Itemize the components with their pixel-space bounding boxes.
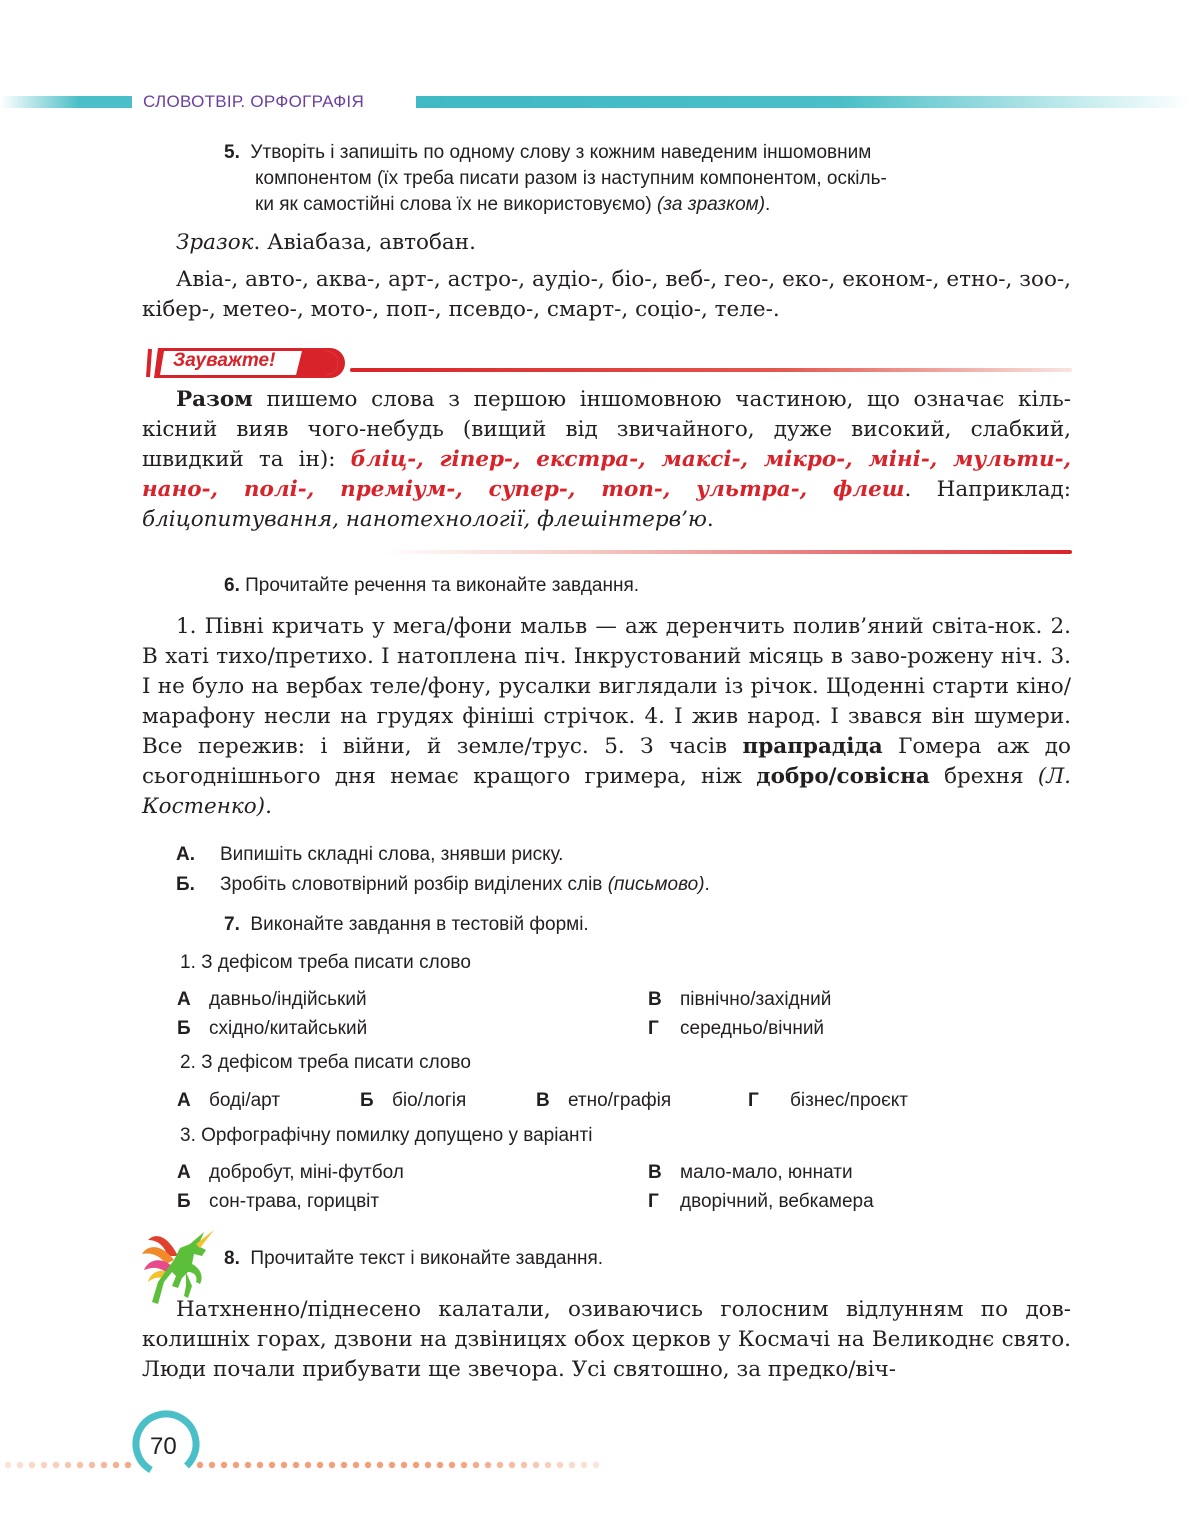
footer-dot [293, 1462, 299, 1468]
q3-option-h [648, 1190, 874, 1214]
note-end: . [706, 507, 714, 532]
option-letter: В [536, 1090, 550, 1111]
task5-number: 5. [224, 142, 240, 163]
option-text: боді/арт [209, 1090, 281, 1111]
q1-option-a [177, 988, 367, 1012]
q3-option-b [177, 1190, 379, 1214]
footer-dot [233, 1462, 239, 1468]
task7-number: 7. [224, 914, 240, 935]
footer-dot [425, 1462, 431, 1468]
q1-option-h [648, 1017, 824, 1041]
task8-text: Натхненно/піднесено калатали, озиваючись голосним відлунням по дов-колишніх горах, дзвони на дзвіницях обох церков у Космачі на Великоднє свято. Люди почали прибувати ще звечора. Усі святошно, за предко/віч- [142, 1297, 1071, 1382]
footer-dot [305, 1462, 311, 1468]
task6-text-a: 1. Півні кричать у мега/фони мальв — аж деренчить полив’яний світа-нок. 2. В хаті тихо/претихо. І натоплена піч. Інкрустований місяць в заво-рожену ніч. 3. І не було на вербах теле/фону, русалки виглядали із річок. Щоденні старти кіно/марафону несли на грудях фініші стрічок. 4. І жив народ. І звався він шумери. Все пережив: і війни, й земле/трус. 5. З часів [142, 614, 1071, 759]
footer-dot [449, 1462, 455, 1468]
task6-text [142, 612, 1071, 822]
footer-dot [437, 1462, 443, 1468]
footer-dot [545, 1462, 551, 1468]
footer-dot [5, 1462, 11, 1468]
task8-number: 8. [224, 1248, 240, 1269]
subtask-b-text: Зробіть словотвірний розбір виділених слів [220, 874, 603, 895]
task5-components: Авіа-, авто-, аква-, арт-, астро-, аудіо-, біо-, веб-, гео-, еко-, економ-, етно-, зоо-, кібер-, метео-, мото-, поп-, псевдо-, смарт-, соціо-, теле-. [142, 267, 1071, 322]
option-letter: Б [177, 1018, 191, 1039]
task6-bold-word1: прапрадіда [742, 734, 883, 759]
option-text: дворічний, вебкамера [680, 1191, 874, 1212]
footer-dot [29, 1462, 35, 1468]
task6-subtask-b [176, 870, 710, 900]
note-red-prefixes: бліц-, гіпер-, екстра-, максі-, мікро-, міні-, мульти-, нано-, полі-, преміум-, супер-, топ-, ультра-, флеш [142, 447, 1072, 502]
task5-sample [176, 228, 476, 258]
footer-dot [581, 1462, 587, 1468]
option-text: мало-мало, юннати [680, 1162, 853, 1183]
task6-bold-word2: добро/совісна [756, 764, 930, 789]
footer-dot [329, 1462, 335, 1468]
option-letter: А [177, 989, 191, 1010]
footer-dot [17, 1462, 23, 1468]
task5-hint-end: . [765, 194, 771, 215]
option-letter: А [177, 1162, 191, 1183]
option-text: біо/логія [392, 1090, 467, 1111]
q2-option-h [748, 1089, 908, 1113]
task5-hint: (за зразком) [656, 194, 766, 215]
note-bold-word: Разом [176, 387, 253, 412]
footer-dot [413, 1462, 419, 1468]
footer-dot [509, 1462, 515, 1468]
q1-option-b [177, 1017, 367, 1041]
note-examples: бліцопитування, нанотехнології, флешінтерв’ю [142, 507, 707, 532]
option-text: сон-трава, горицвіт [209, 1191, 380, 1212]
option-text: етно/графія [568, 1090, 672, 1111]
footer-dot [389, 1462, 395, 1468]
footer-dot [569, 1462, 575, 1468]
subtask-b-end: . [704, 874, 710, 895]
footer-dot [257, 1462, 263, 1468]
footer-dots [0, 1455, 600, 1479]
footer-dot [113, 1462, 119, 1468]
header-bar-left [0, 96, 132, 108]
task6-text-c: брехня [929, 764, 1038, 789]
subtask-b-letter: Б. [176, 874, 195, 895]
task6-heading [224, 573, 639, 599]
task6-subtask-a [176, 840, 710, 870]
footer-dot [209, 1462, 215, 1468]
note-top-line [350, 368, 1072, 372]
q1-option-v [648, 988, 831, 1012]
q2-option-v [536, 1089, 671, 1113]
subtask-b-hint: (письмово) [607, 874, 705, 895]
footer-dot [77, 1462, 83, 1468]
footer-dot [89, 1462, 95, 1468]
task7-heading [224, 912, 589, 938]
option-letter: В [648, 1162, 662, 1183]
note-text-part1: пишемо слова з першою іншомовною частиною, що означає кіль-кісний вияв чого-небудь (вищий від звичайного, дуже високий, слабкий, швидкий та ін): [142, 387, 1071, 472]
option-text: добробут, міні-футбол [209, 1162, 404, 1183]
note-tag-label: Зауважте! [173, 350, 276, 371]
task6-subtasks [176, 840, 710, 900]
page-number: 70 [150, 1433, 177, 1460]
q3-option-a [177, 1161, 404, 1185]
option-text: бізнес/проєкт [790, 1090, 908, 1111]
section-title: СЛОВОТВІР. ОРФОГРАФІЯ [143, 92, 365, 111]
task6-end: . [265, 794, 272, 819]
footer-dot [269, 1462, 275, 1468]
task5-line3: ки як самостійні слова їх не використовуємо) [255, 194, 652, 215]
option-letter: В [648, 989, 662, 1010]
option-text: східно/китайський [209, 1018, 368, 1039]
footer-dot [461, 1462, 467, 1468]
option-letter: Б [360, 1090, 374, 1111]
footer-dot [557, 1462, 563, 1468]
footer-dot [521, 1462, 527, 1468]
task7-instruction: Виконайте завдання в тестовій формі. [250, 914, 589, 935]
q3-option-v [648, 1161, 853, 1185]
q2-text: 2. З дефісом треба писати слово [180, 1052, 471, 1073]
task6-instruction: Прочитайте речення та виконайте завдання. [245, 575, 640, 596]
footer-dot [245, 1462, 251, 1468]
footer-dot [101, 1462, 107, 1468]
task5-line2: компонентом (їх треба писати разом із наступним компонентом, оскіль- [255, 168, 887, 189]
option-text: середньо/вічний [680, 1018, 825, 1039]
q3-text: 3. Орфографічну помилку допущено у варіанті [180, 1125, 593, 1146]
task6-text-b: Гомера аж до сьогоднішнього дня немає кращого гримера, ніж [142, 734, 1071, 789]
subtask-a-letter: А. [176, 844, 195, 865]
footer-dot [53, 1462, 59, 1468]
footer-dot [41, 1462, 47, 1468]
option-letter: Г [748, 1090, 759, 1111]
footer-dot [401, 1462, 407, 1468]
footer-dot [377, 1462, 383, 1468]
q2-option-a [177, 1089, 280, 1113]
task8-heading [224, 1246, 603, 1272]
header-bar-right [416, 96, 1190, 108]
footer-dot [533, 1462, 539, 1468]
task5-line1: Утворіть і запишіть по одному слову з кожним наведеним іншомовним [250, 142, 872, 163]
option-letter: Г [648, 1018, 659, 1039]
task6-author: (Л. Костенко) [142, 764, 1071, 819]
footer-dot [497, 1462, 503, 1468]
footer-dot [473, 1462, 479, 1468]
footer-dot [317, 1462, 323, 1468]
task8-instruction: Прочитайте текст і виконайте завдання. [250, 1248, 604, 1269]
footer-dot [341, 1462, 347, 1468]
q1-text: 1. З дефісом треба писати слово [180, 952, 471, 973]
note-bottom-line [380, 550, 1072, 554]
footer-dot [353, 1462, 359, 1468]
option-text: північно/західний [680, 989, 832, 1010]
option-letter: А [177, 1090, 191, 1111]
option-letter: Б [177, 1191, 191, 1212]
footer-dot [221, 1462, 227, 1468]
option-text: давньо/індійський [209, 989, 367, 1010]
footer-dot [485, 1462, 491, 1468]
q2-option-b [360, 1089, 466, 1113]
subtask-a-text: Випишіть складні слова, знявши риску. [220, 844, 564, 865]
sample-label: Зразок [176, 230, 254, 255]
footer-dot [365, 1462, 371, 1468]
task5-block [224, 140, 1024, 218]
footer-dot [281, 1462, 287, 1468]
note-text-part2: . Наприклад: [904, 477, 1071, 502]
task6-number: 6. [224, 575, 240, 596]
sample-text: . Авіабаза, автобан. [253, 230, 476, 255]
option-letter: Г [648, 1191, 659, 1212]
footer-dot [65, 1462, 71, 1468]
footer-dot [593, 1462, 599, 1468]
note-text [142, 385, 1071, 535]
